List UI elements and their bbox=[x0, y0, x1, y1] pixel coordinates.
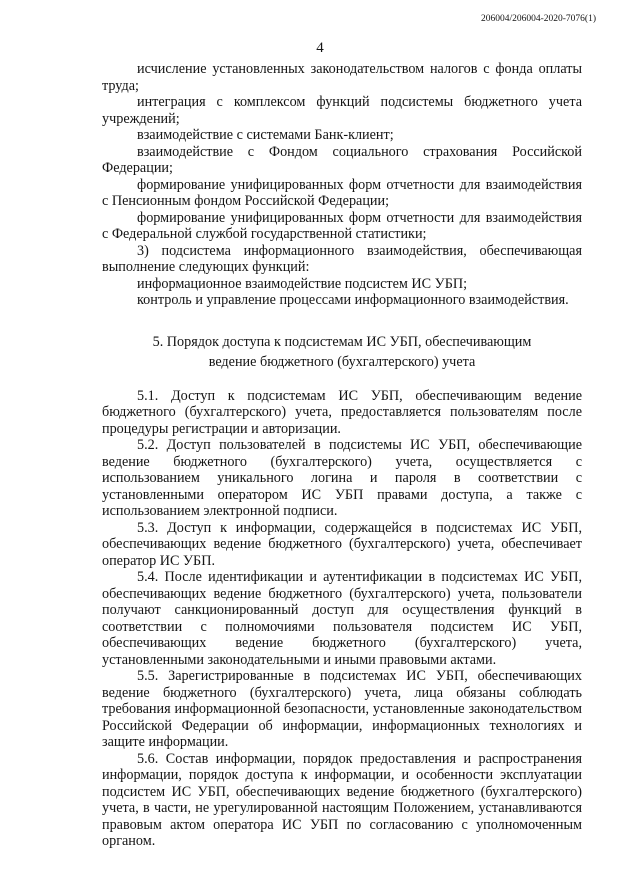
section-title bbox=[102, 332, 582, 372]
list-item: взаимодействие с системами Банк-клиент; bbox=[137, 127, 394, 143]
clause-5-4: 5.4. После идентификации и аутентификации в подсистемах ИС УБП, обеспечивающих ведение бюджетного (бухгалтерского) учета, пользователи получают санкционированный доступ для осуществления функций в соответствии с полномочиями пользователя подсистем ИС УБП, обеспечивающих ведение бюджетного (бухгалтерского) учета, установленными законодательными и иными правовыми актами. bbox=[102, 569, 582, 668]
page-number: 4 bbox=[316, 40, 324, 56]
list-item: контроль и управление процессами информационного взаимодействия. bbox=[137, 292, 569, 308]
list-item: информационное взаимодействие подсистем ИС УБП; bbox=[137, 275, 468, 292]
clause-5-5: 5.5. Зарегистрированные в подсистемах ИС УБП, обеспечивающих ведение бюджетного (бухгалтерского) учета, лица обязаны соблюдать требования информационной безопасности, установленные законодательством Российской Федерации об информации, информационных технологиях и защите информации. bbox=[102, 668, 582, 750]
list-item: 3) подсистема информационного взаимодействия, обеспечивающая выполнение следующих функций: bbox=[102, 242, 582, 275]
list-item: формирование унифицированных форм отчетности для взаимодействия с Федеральной службой государственной статистики; bbox=[102, 209, 582, 242]
clause-5-1: 5.1. Доступ к подсистемам ИС УБП, обеспечивающим ведение бюджетного (бухгалтерского) учета, предоставляется пользователям после процедуры регистрации и авторизации. bbox=[102, 387, 582, 437]
clause-5-2: 5.2. Доступ пользователей в подсистемы ИС УБП, обеспечивающие ведение бюджетного (бухгалтерского) учета, осуществляется с использованием уникального логина и пароля в соответствии с установленными оператором ИС УБП правами доступа, а также с использованием электронной подписи. bbox=[102, 437, 582, 519]
list-item: формирование унифицированных форм отчетности для взаимодействия с Пенсионным фондом Российской Федерации; bbox=[102, 176, 582, 209]
list-item: исчисление установленных законодательством налогов с фонда оплаты труда; bbox=[102, 61, 582, 94]
clause-5-3: 5.3. Доступ к информации, содержащейся в подсистемах ИС УБП, обеспечивающих ведение бюджетного (бухгалтерского) учета, обеспечивает оператор ИС УБП. bbox=[102, 519, 582, 569]
document-body bbox=[102, 61, 582, 850]
clause-5-6: 5.6. Состав информации, порядок предоставления и распространения информации, порядок доступа к информации, и особенности эксплуатации подсистем ИС УБП, обеспечивающих ведение бюджетного (бухгалтерского) учета, в части, не урегулированной настоящим Положением, устанавливаются правовым актом оператора ИС УБП по согласованию с уполномоченным органом. bbox=[102, 750, 582, 849]
section-title-line: 5. Порядок доступа к подсистемам ИС УБП, обеспечивающим bbox=[152, 333, 532, 350]
list-item: взаимодействие с Фондом социального страхования Российской Федерации; bbox=[102, 143, 582, 176]
section-title-line: ведение бюджетного (бухгалтерского) учета bbox=[208, 353, 476, 370]
list-item: интеграция с комплексом функций подсистемы бюджетного учета учреждений; bbox=[102, 94, 582, 127]
document-id: 206004/206004-2020-7076(1) bbox=[480, 14, 596, 24]
